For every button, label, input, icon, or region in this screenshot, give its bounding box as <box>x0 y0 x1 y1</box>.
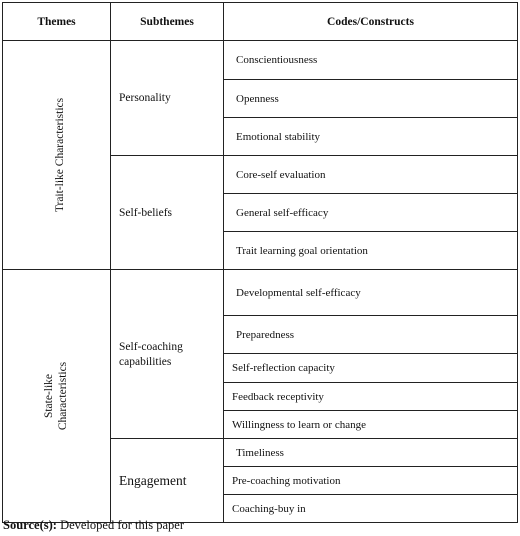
code-cell: Willingness to learn or change <box>224 411 518 439</box>
code-cell: Self-reflection capacity <box>224 354 518 383</box>
code-cell: Trait learning goal orientation <box>224 232 518 270</box>
source-text: Developed for this paper <box>56 518 184 532</box>
code-cell: Openness <box>224 80 518 118</box>
subtheme-label-line1: Self-coaching <box>119 341 183 353</box>
code-cell: Timeliness <box>224 439 518 467</box>
code-cell: Core-self evaluation <box>224 156 518 194</box>
theme-state-like <box>3 270 111 523</box>
subtheme-engagement: Engagement <box>111 439 224 523</box>
theme-label-line2: Characteristics <box>57 361 70 431</box>
themes-table-container <box>2 2 517 515</box>
header-themes: Themes <box>3 3 111 41</box>
code-cell: Emotional stability <box>224 118 518 156</box>
header-subthemes: Subthemes <box>111 3 224 41</box>
table-row <box>3 41 518 80</box>
header-codes-constructs: Codes/Constructs <box>224 3 518 41</box>
code-cell: Developmental self-efficacy <box>224 270 518 316</box>
theme-label-line1: State-like <box>43 373 56 419</box>
source-note <box>3 518 184 533</box>
subtheme-personality: Personality <box>111 41 224 156</box>
subtheme-self-beliefs: Self-beliefs <box>111 156 224 270</box>
code-cell: General self-efficacy <box>224 194 518 232</box>
subtheme-self-coaching-capabilities <box>111 270 224 439</box>
source-label: Source(s): <box>3 518 57 532</box>
theme-label <box>43 362 71 430</box>
table-header-row <box>3 3 518 41</box>
code-cell: Pre-coaching motivation <box>224 467 518 495</box>
theme-label: Trait-like Characteristics <box>54 97 67 213</box>
themes-table <box>2 2 518 523</box>
theme-trait-like <box>3 41 111 270</box>
code-cell: Preparedness <box>224 316 518 354</box>
table-row <box>3 270 518 316</box>
code-cell: Coaching-buy in <box>224 495 518 523</box>
code-cell: Feedback receptivity <box>224 383 518 411</box>
subtheme-label-line2: capabilities <box>119 356 172 368</box>
code-cell: Conscientiousness <box>224 41 518 80</box>
